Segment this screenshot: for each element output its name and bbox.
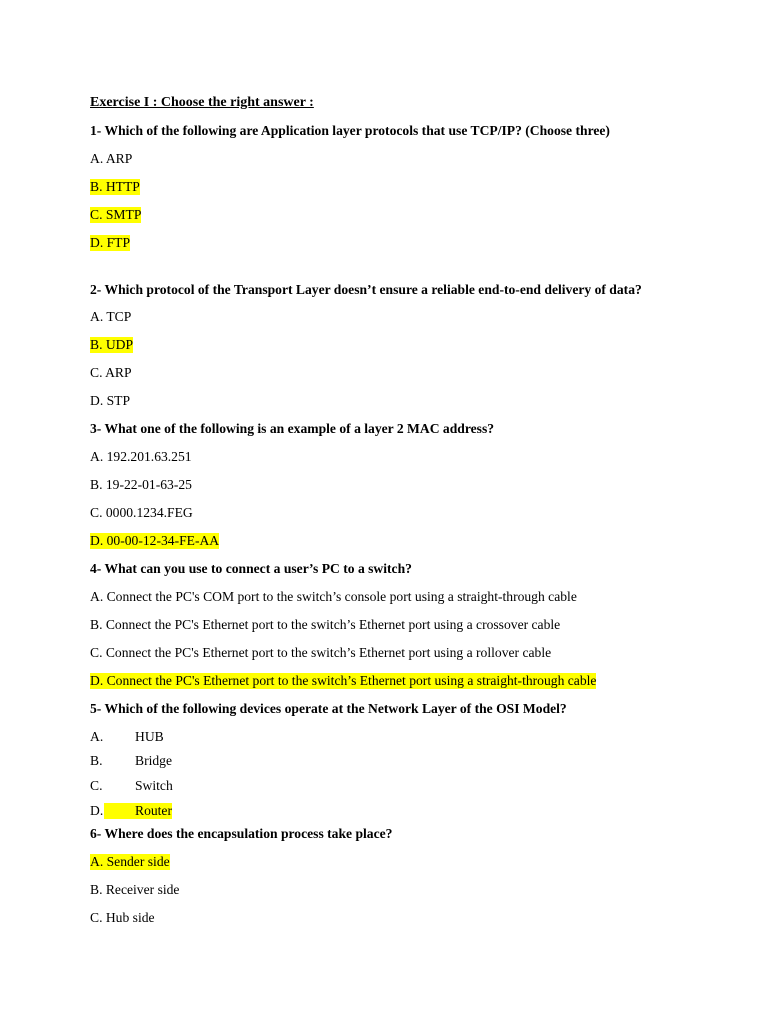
q1-option-d: D. FTP [90,235,131,250]
q3-option-c: C. 0000.1234.FEG [90,505,193,520]
q3-option-b: B. 19-22-01-63-25 [90,477,192,492]
q5-option-d-letter: D. [90,803,104,818]
q6-option-a: A. Sender side [90,854,170,869]
q5-option-b [90,753,230,769]
question-4: 4- What can you use to connect a user’s PC to a switch? [90,561,412,576]
q3-option-a: A. 192.201.63.251 [90,449,192,464]
exercise-title: Exercise I : Choose the right answer : [90,95,314,110]
q4-option-a: A. Connect the PC's COM port to the switch’s console port using a straight-through cable [90,589,577,604]
q5-option-c-value: Switch [135,778,173,793]
q5-option-b-letter: B. [90,753,103,768]
q5-option-a [90,729,230,745]
q5-option-a-value: HUB [135,729,164,744]
q6-option-c: C. Hub side [90,910,155,925]
question-3: 3- What one of the following is an example of a layer 2 MAC address? [90,421,495,436]
q5-option-c-letter: C. [90,778,103,793]
q2-option-b: B. UDP [90,337,134,352]
q5-option-a-letter: A. [90,729,104,744]
q1-option-c: C. SMTP [90,207,142,222]
q2-option-a: A. TCP [90,309,132,324]
question-5: 5- Which of the following devices operate at the Network Layer of the OSI Model? [90,701,567,716]
q5-option-b-value: Bridge [135,753,172,768]
q1-option-a: A. ARP [90,151,133,166]
q3-option-d: D. 00-00-12-34-FE-AA [90,533,220,548]
q5-option-d [90,803,230,819]
q4-option-d: D. Connect the PC's Ethernet port to the switch’s Ethernet port using a straight-through cable [90,673,597,688]
q5-option-c [90,778,230,794]
question-6: 6- Where does the encapsulation process take place? [90,826,393,841]
q1-option-b: B. HTTP [90,179,140,194]
question-2: 2- Which protocol of the Transport Layer doesn’t ensure a reliable end-to-end delivery of data? [90,282,642,297]
q4-option-c: C. Connect the PC's Ethernet port to the switch’s Ethernet port using a rollover cable [90,645,552,660]
q6-option-b: B. Receiver side [90,882,180,897]
q5-option-d-value: Router [104,803,172,819]
question-1: 1- Which of the following are Application layer protocols that use TCP/IP? (Choose three) [90,123,610,138]
q2-option-d: D. STP [90,393,131,408]
q2-option-c: C. ARP [90,365,132,380]
q4-option-b: B. Connect the PC's Ethernet port to the switch’s Ethernet port using a crossover cable [90,617,561,632]
